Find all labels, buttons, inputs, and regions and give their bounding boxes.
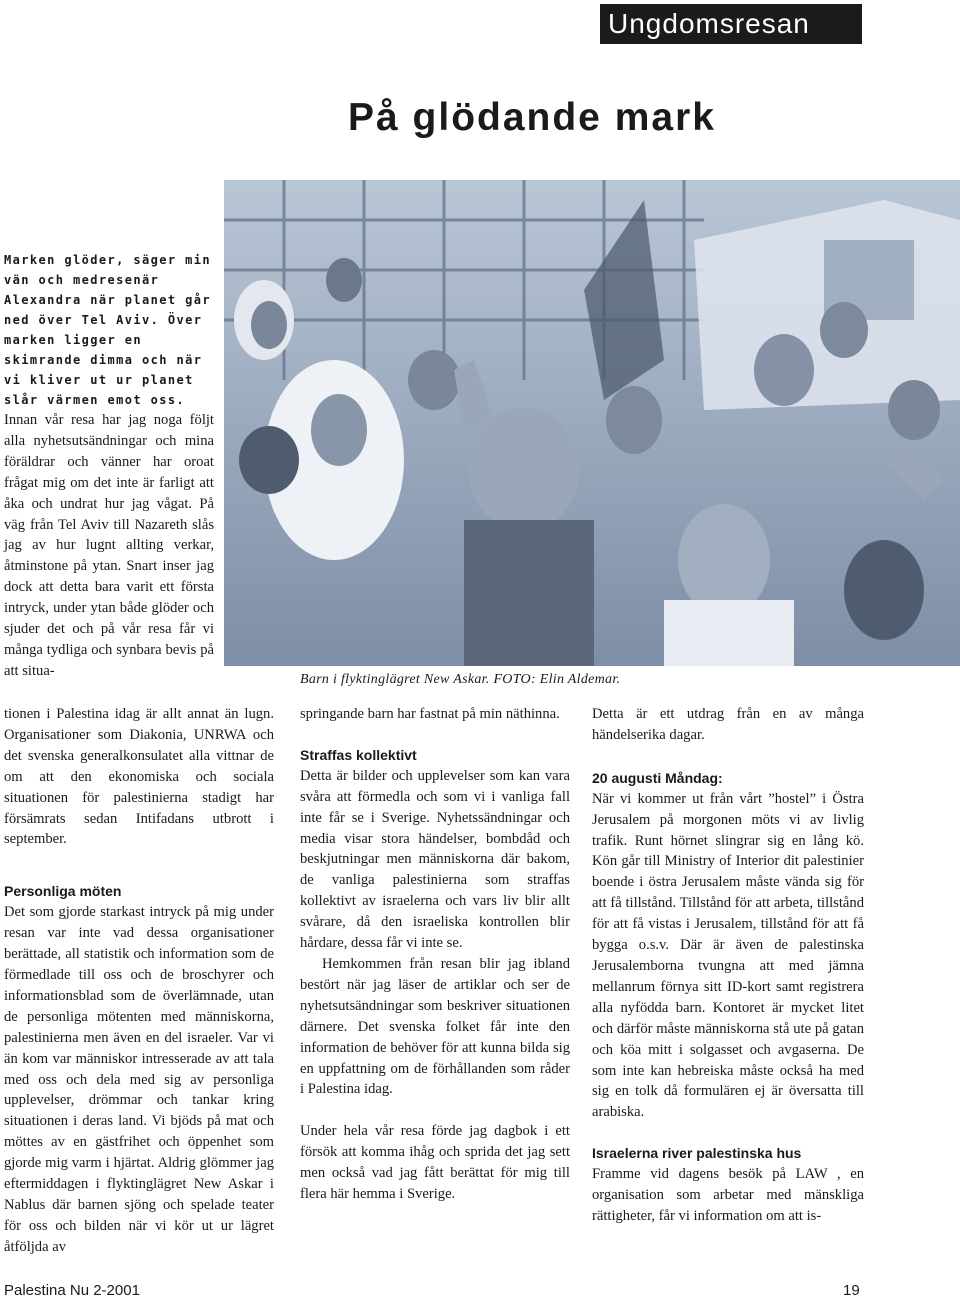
footer-page-number: 19	[843, 1282, 860, 1299]
paragraph: springande barn har fastnat på min näthinna.	[300, 706, 560, 722]
paragraph: Detta är bilder och upplevelser som kan vara svåra att förmedla och som vi i vanliga fall inte får se i Sverige. Nyhetssändningar och media visar stora händelser, bombdåd och beskjutningar men människorna där bakom, de vanliga palestinierna som straffas kollektivt av israelerna och vars liv blir allt svårare, då den israeliska kontrollen blir hårdare, dessa får vi inte se.	[300, 767, 570, 952]
paragraph: Framme vid dagens besök på LAW , en organisation som arbetar med mänskliga rättigheter, får vi information om att is-	[592, 1166, 864, 1224]
column-3	[592, 704, 864, 1227]
paragraph: Innan vår resa har jag noga följt alla nyhetsutsändningar och mina föräldrar och vänner har oroat frågat mig om det inte är farligt att åka och undrat hur jag vågat. På väg från Tel Aviv till Nazareth slås jag av hur lugnt allting verkar, åtminstone på ytan. Snart inser jag dock att detta bara varit ett första intryck, under ytan både glöder och sjuder det och på vår resa får vi många tydliga och synbara bevis på att situa-	[4, 412, 214, 679]
paragraph: tionen i Palestina idag är allt annat än lugn. Organisationer som Diakonia, UNRWA och det svenska generalkonsulatet alla vittnar de om att den ekonomiska och sociala situationen för palestinierna stadigt har försämrats sedan Intifadans utbrott i september.	[4, 706, 274, 848]
subheading-israelerna-river: Israelerna river palestinska hus	[592, 1145, 802, 1162]
article-photo	[224, 180, 960, 666]
footer-publication: Palestina Nu 2-2001	[4, 1282, 140, 1299]
paragraph: Det som gjorde starkast intryck på mig under resan var inte vad dessa organisationer berättade, all statistik och information som de förmedlade till oss och de broschyrer och informationsblad som de överlämnade, utan de personliga mötenten med människorna, palestinierna men även en del israeler. Var vi än kom var människor intresserade av att tala med oss och dela med sig av personliga upplevelser, drömmar och tankar kring situationen i deras land. Vi bjöds på mat och möttes av en gästfrihet och öppenhet som gjorde mig varm i hjärtat. Aldrig glömmer jag eftermiddagen i flyktinglägret New Askar i Nablus där barnen sjöng och spelade teater för oss och bilden när vi kör ut ur lägret åtföljda av	[4, 904, 274, 1255]
children-photo-illustration	[224, 180, 960, 666]
column-1-intro	[4, 410, 214, 682]
paragraph: Detta är ett utdrag från en av många händelserika dagar.	[592, 706, 864, 743]
paragraph: Hemkommen från resan blir jag ibland bestört när jag läser de artiklar och ser de nyhetsutsändningar som beskriver situationen därnere. Det svenska folket får inte den information de behöver för att kunna bilda sig en uppfattning om de förhållanden som råder i Palestina idag.	[300, 955, 570, 1098]
column-2	[300, 704, 570, 1205]
subheading-20-augusti: 20 augusti Måndag:	[592, 769, 723, 786]
article-lead: Marken glöder, säger min vän och medresenär Alexandra när planet går ned över Tel Aviv. Över marken ligger en skimrande dimma och när vi kliver ut ur planet slår värmen emot oss.	[4, 253, 211, 407]
subheading-straffas-kollektivt: Straffas kollektivt	[300, 746, 417, 763]
photo-caption: Barn i flyktinglägret New Askar. FOTO: Elin Aldemar.	[300, 672, 621, 687]
section-banner	[600, 4, 862, 44]
article-headline: På glödande mark	[348, 96, 716, 139]
column-1	[4, 704, 274, 1258]
subheading-personliga-moten: Personliga möten	[4, 883, 122, 900]
paragraph: När vi kommer ut från vårt ”hostel” i Östra Jerusalem på morgonen möts vi av livlig trafik. Runt hörnet slingrar sig en lång kö. Kön går till Ministry of Interior dit palestinier boende i östra Jerusalem måste vända sig för att få tillstånd. Tillstånd för att arbeta, tillstånd för att få vistas i Jerusalem, tillstånd för att få bygga o.s.v. Där är även de palestinska Jerusalemborna tvungna att med jämna mellanrum förnya sitt ID-kort samt registrera alla nyfödda barn. Kontoret är mycket litet och därför måste människorna stå ute på gatan och köa mitt i solgasset och avgaserna. De som inte kan hebreiska måste också ha med sig en tolk då formulären ej är översatta till arabiska.	[592, 790, 864, 1121]
section-label: Ungdomsresan	[608, 8, 810, 39]
paragraph: Under hela vår resa förde jag dagbok i ett försök att komma ihåg och sprida det jag sett men också vad jag fått berättat för mig till flera här hemma i Sverige.	[300, 1123, 570, 1203]
